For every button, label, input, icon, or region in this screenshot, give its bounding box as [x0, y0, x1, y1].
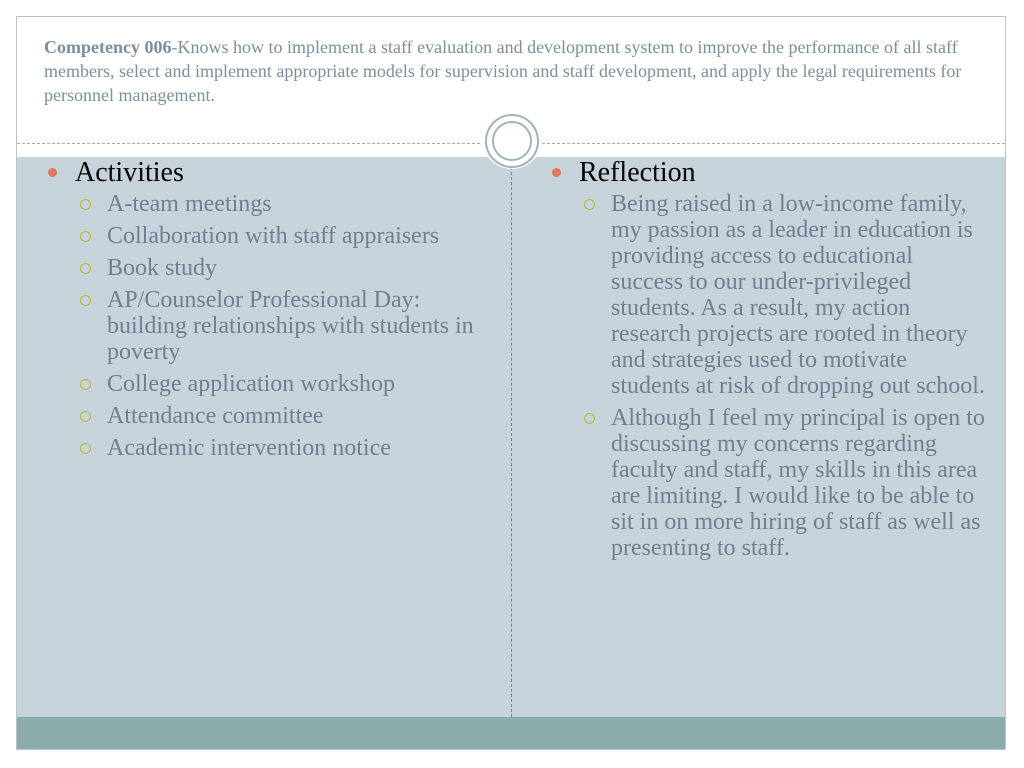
list-item [45, 223, 495, 249]
list-item [45, 403, 495, 429]
bullet-ring-icon [584, 413, 595, 424]
bullet-ring-icon [80, 263, 91, 274]
reflection-list [549, 191, 989, 561]
footer-band [17, 717, 1005, 750]
list-item-text: A-team meetings [107, 191, 272, 217]
bullet-ring-icon [80, 231, 91, 242]
bullet-ring-icon [80, 295, 91, 306]
list-item-text: Although I feel my principal is open to discussing my concerns regarding faculty and staff, my skills in this area are limiting. I would like to be able to sit in on more hiring of staff as well as presenting to staff. [611, 405, 985, 561]
list-item [45, 191, 495, 217]
activities-list [45, 191, 495, 461]
list-item [549, 405, 989, 561]
list-item-text: AP/Counselor Professional Day: building relationships with students in poverty [107, 287, 474, 365]
reflection-column [549, 157, 989, 567]
bullet-dot-icon [552, 168, 561, 177]
bullet-ring-icon [80, 379, 91, 390]
list-item-text: Attendance committee [107, 403, 324, 429]
list-item [45, 255, 495, 281]
slide [16, 16, 1006, 750]
list-item-text: Book study [107, 255, 218, 281]
list-item [45, 371, 495, 397]
activities-heading [45, 157, 495, 189]
bullet-dot-icon [48, 168, 57, 177]
list-item-text: College application workshop [107, 371, 395, 397]
bullet-ring-icon [80, 411, 91, 422]
bullet-ring-icon [80, 199, 91, 210]
slide-title [44, 35, 974, 107]
list-item-text: Being raised in a low-income family, my passion as a leader in education is providing access to educational success to our under-privileged students. As a result, my action research projects are rooted in theory and strategies used to motivate students at risk of dropping out school. [611, 191, 985, 399]
list-item [45, 287, 495, 365]
circle-ornament-inner [492, 121, 532, 161]
list-item-text: Academic intervention notice [107, 435, 391, 461]
bullet-ring-icon [80, 443, 91, 454]
list-item [45, 435, 495, 461]
list-item [549, 191, 989, 399]
column-divider [511, 157, 512, 717]
bullet-ring-icon [584, 199, 595, 210]
reflection-heading [549, 157, 989, 189]
activities-heading-text: Activities [75, 157, 184, 188]
competency-description: -Knows how to implement a staff evaluation and development system to improve the performance of all staff members, select and implement appropriate models for supervision and staff development, and apply the legal requirements for personnel management. [44, 37, 962, 105]
list-item-text: Collaboration with staff appraisers [107, 223, 440, 249]
competency-label: Competency 006 [44, 37, 172, 57]
activities-column [45, 157, 495, 467]
reflection-heading-text: Reflection [579, 157, 696, 188]
